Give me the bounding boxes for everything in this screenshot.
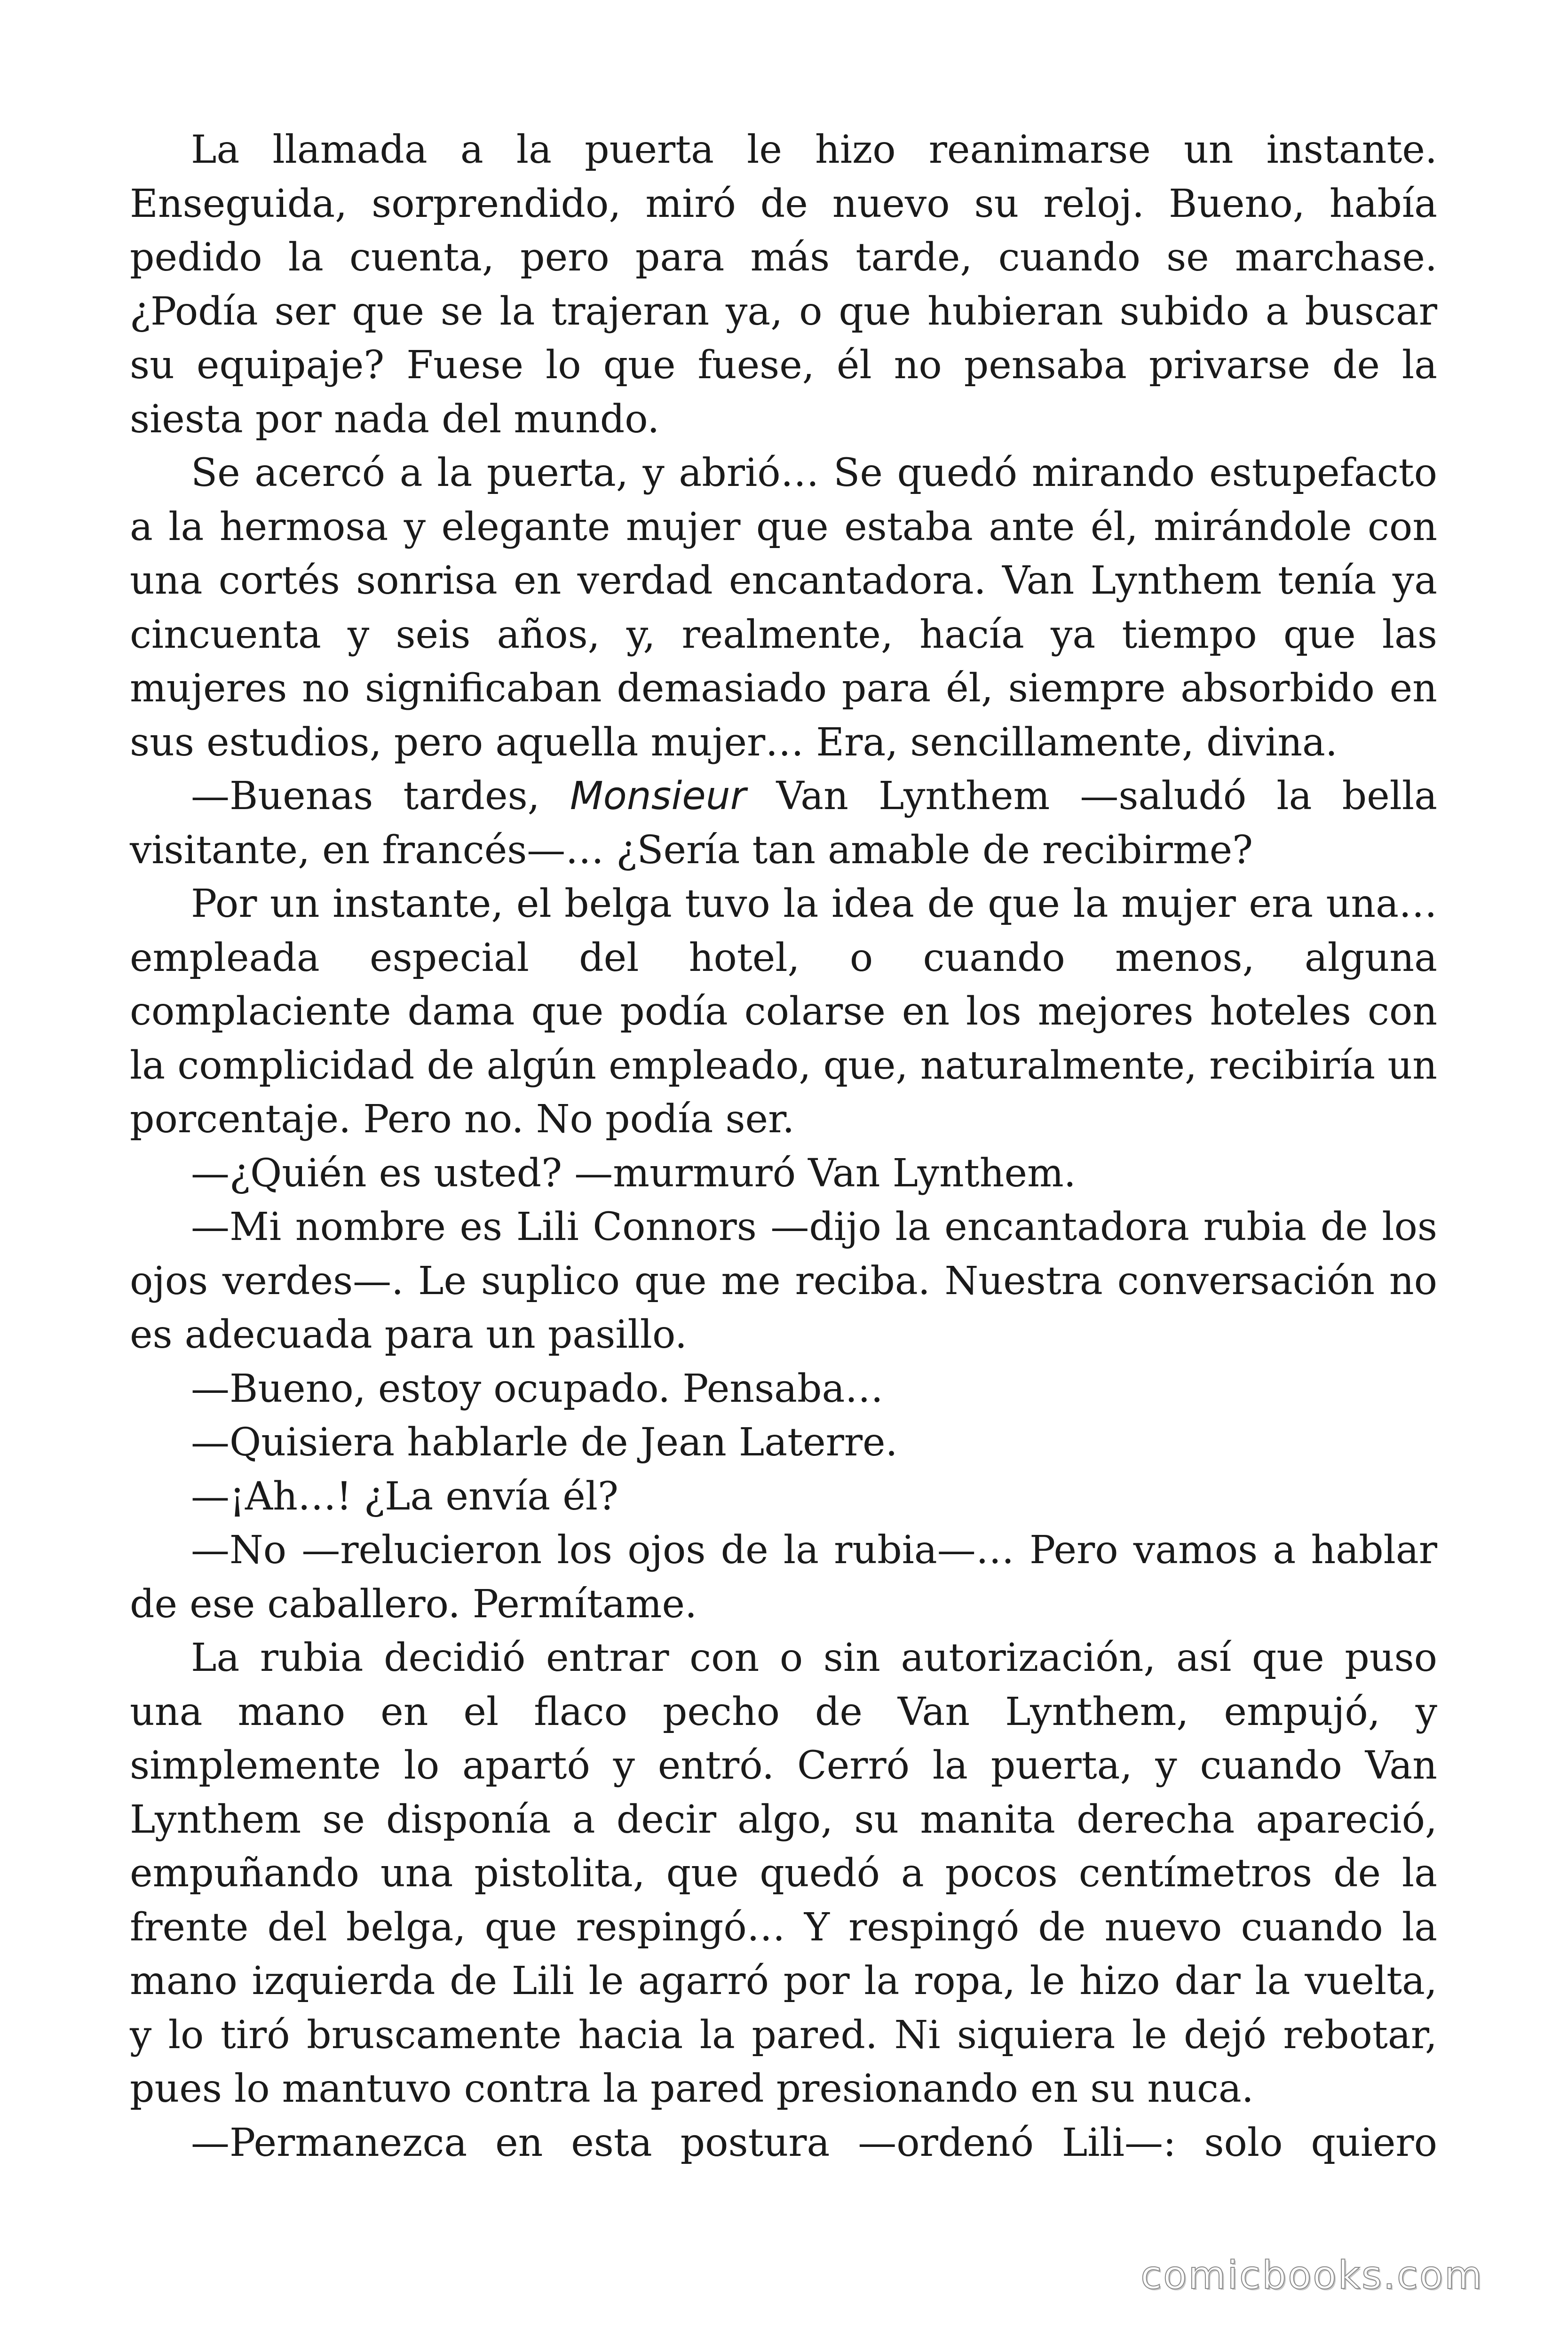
paragraph: —Permanezca en esta postura —ordenó Lili—: solo quiero	[191, 2120, 1437, 2165]
paragraph: —Mi nombre es Lili Connors —dijo la encantadora rubia de los ojos verdes—. Le suplico que me reciba. Nuestra conversación no es adecuada para un pasillo.	[130, 1205, 1437, 1357]
dialogue-text: —Buenas tardes,	[191, 774, 570, 818]
paragraph: La rubia decidió entrar con o sin autorización, así que puso una mano en el flaco pecho de Van Lynthem, empujó, y simplemente lo apartó y entró. Cerró la puerta, y cuando Van Lynthem se disponía a decir algo, su manita derecha apareció, empuñando una pistolita, que quedó a pocos centímetros de la frente del belga, que respingó… Y respingó de nuevo cuando la mano izquierda de Lili le agarró por la ropa, le hizo dar la vuelta, y lo tiró bruscamente hacia la pared. Ni siquiera le dejó rebotar, pues lo mantuvo contra la pared presionando en su nuca.	[130, 1636, 1437, 2111]
watermark-logo: comicbooks.com	[1140, 2253, 1483, 2298]
paragraph	[130, 770, 1437, 877]
paragraph: La llamada a la puerta le hizo reanimarse un instante. Enseguida, sorprendido, miró de nuevo su reloj. Bueno, había pedido la cuenta, pero para más tarde, cuando se marchase. ¿Podía ser que se la trajeran ya, o que hubieran subido a buscar su equipaje? Fuese lo que fuese, él no pensaba privarse de la siesta por nada del mundo.	[130, 127, 1437, 442]
paragraph: Se acercó a la puerta, y abrió… Se quedó mirando estupefacto a la hermosa y elegante mujer que estaba ante él, mirándole con una cortés sonrisa en verdad encantadora. Van Lynthem tenía ya cincuenta y seis años, y, realmente, hacía ya tiempo que las mujeres no significaban demasiado para él, siempre absorbido en sus estudios, pero aquella mujer… Era, sencillamente, divina.	[130, 451, 1437, 765]
dialogue-text: Van Lynthem —saludó la bella visitante, en francés—… ¿Sería tan amable de recibirme?	[130, 774, 1437, 873]
paragraph: —¡Ah…! ¿La envía él?	[191, 1474, 618, 1519]
body-text	[130, 123, 1437, 2170]
paragraph: —No —relucieron los ojos de la rubia—… Pero vamos a hablar de ese caballero. Permítame.	[130, 1528, 1437, 1627]
paragraph: —Bueno, estoy ocupado. Pensaba…	[191, 1366, 884, 1411]
italic-word: Monsieur	[570, 774, 746, 818]
paragraph: —¿Quién es usted? —murmuró Van Lynthem.	[191, 1151, 1076, 1196]
paragraph: Por un instante, el belga tuvo la idea de que la mujer era una… empleada especial del hotel, o cuando menos, alguna complaciente dama que podía colarse en los mejores hoteles con la complicidad de algún empleado, que, naturalmente, recibiría un porcentaje. Pero no. No podía ser.	[130, 882, 1437, 1142]
paragraph: —Quisiera hablarle de Jean Laterre.	[191, 1420, 898, 1465]
